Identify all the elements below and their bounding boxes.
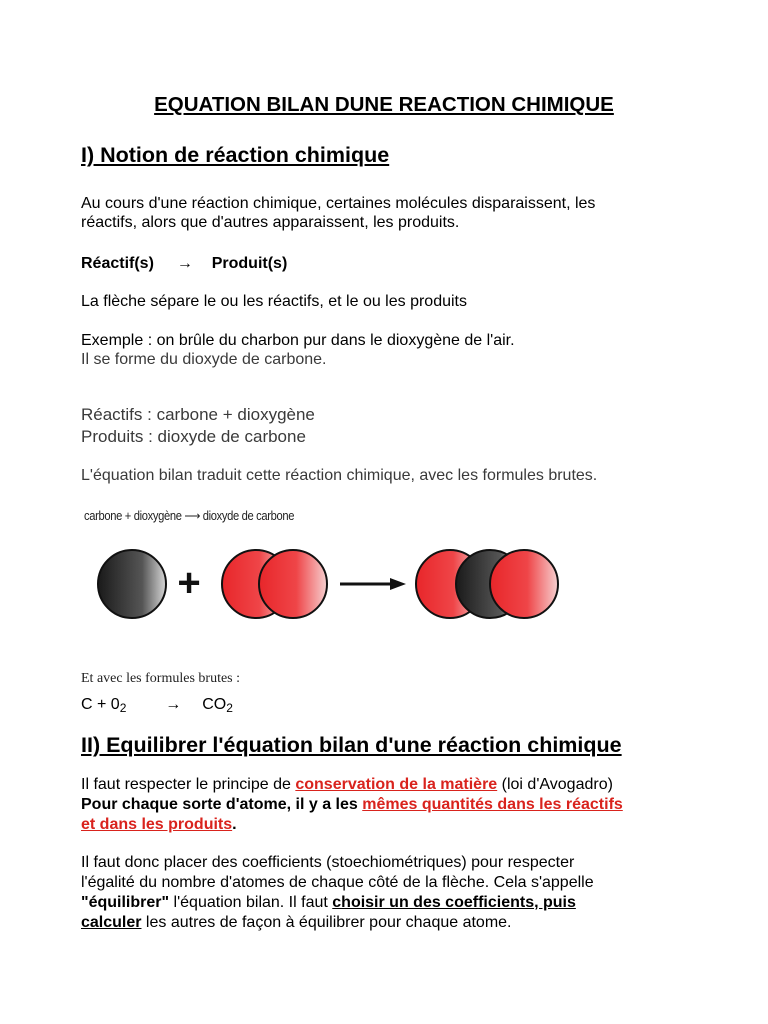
plus-sign (177, 561, 200, 605)
intro-line-2: réactifs, alors que d'autres apparaissent, les produits. (81, 214, 460, 231)
intro-line-1: Au cours d'une réaction chimique, certaines molécules disparaissent, les (81, 195, 596, 212)
svg-text:+: + (177, 561, 201, 605)
example-line-2: Il se forme du dioxyde de carbone. (81, 351, 327, 368)
arrow-explanation: La flèche sépare le ou les réactifs, et le ou les produits (81, 293, 467, 310)
bilan-text: L'équation bilan traduit cette réaction chimique, avec les formules brutes. (81, 467, 598, 484)
formules-label: Et avec les formules brutes : (81, 671, 241, 686)
coefficients-line-1: Il faut donc placer des coefficients (stoechiométriques) pour respecter (81, 854, 575, 871)
coefficients-line-3: "équilibrer" l'équation bilan. Il faut choisir un des coefficients, puis (81, 894, 576, 911)
products-line: Produits : dioxyde de carbone (81, 427, 306, 446)
quantities-highlight-2: et dans les produits (81, 816, 233, 833)
quantities-line-1: Pour chaque sorte d'atome, il y a les mêmes quantités dans les réactifs (81, 796, 623, 813)
reaction-scheme (81, 254, 287, 274)
reactants-line: Réactifs : carbone + dioxygène (81, 405, 315, 424)
scheme-reactants: Réactif(s) (81, 255, 154, 272)
scheme-products: Produit(s) (211, 255, 288, 272)
formula-products: $CO_2$ (202, 696, 233, 715)
formula-arrow: → (165, 696, 182, 713)
page-title: EQUATION BILAN DUNE REACTION CHIMIQUE (154, 93, 614, 116)
molecule-diagram (90, 540, 570, 630)
coefficients-line-2: l'égalité du nombre d'atomes de chaque côté de la flèche. Cela s'appelle (81, 874, 594, 891)
carbon-atom (98, 550, 166, 618)
reaction-arrow (340, 578, 406, 590)
carbon-dioxide-molecule (416, 550, 558, 618)
section-2-heading: II) Equilibrer l'équation bilan d'une réaction chimique (81, 733, 622, 757)
quantities-highlight-1: mêmes quantités dans les réactifs (362, 796, 623, 813)
calculer-highlight: calculer (81, 914, 142, 931)
formula-equation (81, 695, 233, 718)
example-line-1: Exemple : on brûle du charbon pur dans le dioxygène de l'air. (81, 332, 515, 349)
section-1-heading: I) Notion de réaction chimique (81, 143, 390, 167)
quantities-line-2: et dans les produits. (81, 816, 237, 833)
dioxygen-molecule (222, 550, 327, 618)
word-equation: carbone + dioxygène ⟶ dioxyde de carbone (84, 508, 295, 523)
conservation-highlight: conservation de la matière (295, 776, 498, 793)
scheme-arrow: → (176, 255, 193, 272)
coefficients-line-4: calculer les autres de façon à équilibrer pour chaque atome. (81, 914, 512, 931)
formula-reactants: $C + 0_2$ (81, 696, 127, 715)
choose-coefficient-highlight: choisir un des coefficients, puis (332, 894, 576, 911)
equilibrer-term: équilibrer (88, 894, 162, 911)
conservation-line: Il faut respecter le principe de conservation de la matière (loi d'Avogadro) (81, 776, 613, 793)
